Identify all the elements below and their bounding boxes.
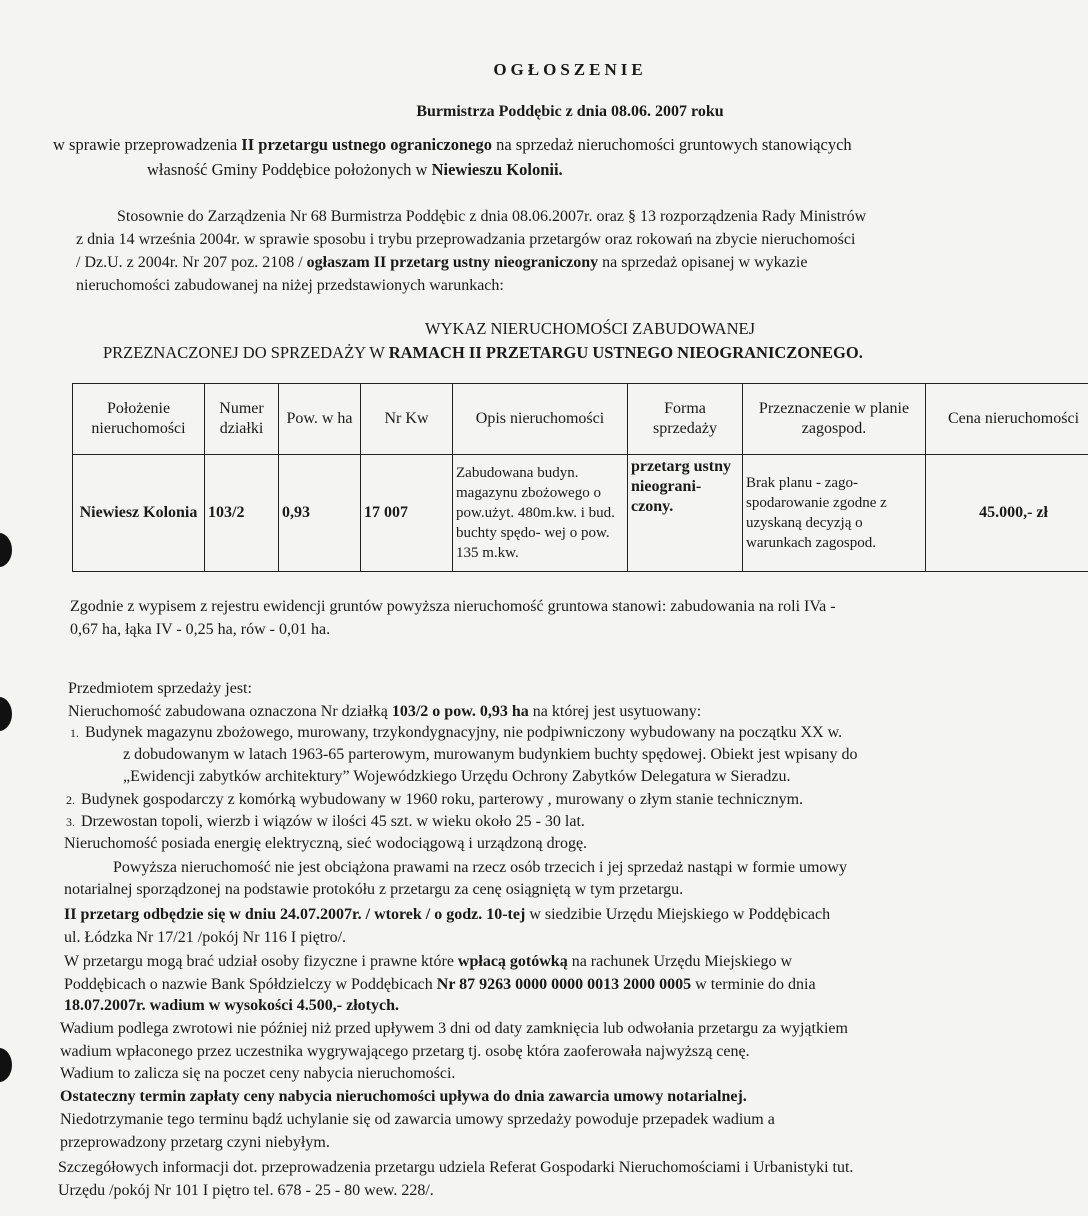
wadium-line-5: wadium wpłaconego przez uczestnika wygrywającego przetarg tj. osobę która zaoferowała najwyższą cenę. (60, 1043, 750, 1060)
header-forma: Forma sprzedaży (628, 384, 743, 455)
przedmiot-line: Nieruchomość zabudowana oznaczona Nr działką 103/2 o pow. 0,93 ha na której jest usytuowany: (68, 703, 702, 720)
informacje-line-2: Urzędu /pokój Nr 101 I piętro tel. 678 - 25 - 80 wew. 228/. (58, 1182, 434, 1199)
informacje-line-1: Szczegółowych informacji dot. przeprowadzenia przetargu udziela Referat Gospodarki Nieruchomościami i Urbanistyki tut. (58, 1159, 854, 1176)
property-table (72, 383, 1088, 572)
zaplata-line-1: Ostateczny termin zapłaty ceny nabycia nieruchomości upływa do dnia zawarcia umowy notarialnej. (60, 1088, 747, 1105)
obciazenia-line-1: Powyższa nieruchomość nie jest obciążona prawami na rzecz osób trzecich i jej sprzedaż nastąpi w formie umowy (113, 859, 847, 876)
intro-line-2: własność Gminy Poddębice położonych w Niewieszu Kolonii. (147, 160, 563, 179)
header-opis: Opis nieruchomości (453, 384, 628, 455)
intro-line-1: w sprawie przeprowadzenia II przetargu ustnego ograniczonego na sprzedaż nieruchomości gruntowych stanowiących (53, 135, 852, 154)
wykaz-title-line-2: PRZEZNACZONEJ DO SPRZEDAŻY W RAMACH II PRZETARGU USTNEGO NIEOGRANICZONEGO. (103, 343, 863, 362)
header-polozenie: Położenie nieruchomości (73, 384, 205, 455)
media-line: Nieruchomość posiada energię elektryczną, sieć wodociągową i urządzoną drogę. (64, 835, 588, 852)
header-przeznaczenie: Przeznaczenie w planie zagospod. (743, 384, 926, 455)
punch-hole (0, 533, 12, 567)
cell-opis: Zabudowana budyn. magazynu zbożowego o pow.użyt. 480m.kw. i bud. buchty spędo- wej o pow. 135 m.kw. (453, 455, 628, 572)
para1-line-2: z dnia 14 września 2004r. w sprawie sposobu i trybu przeprowadzania przetargów oraz rokowań na zbycie nieruchomości (76, 231, 856, 248)
announcement-subtitle: Burmistrza Poddębic z dnia 08.06. 2007 roku (416, 103, 724, 120)
punch-hole (0, 697, 12, 731)
termin-line-1: II przetarg odbędzie się w dniu 24.07.2007r. / wtorek / o godz. 10-tej w siedzibie Urzędu Miejskiego w Poddębicach (64, 906, 831, 923)
para1-line-4: nieruchomości zabudowanej na niżej przedstawionych warunkach: (76, 277, 504, 294)
announcement-title: OGŁOSZENIE (493, 60, 647, 79)
item-1-line-2: z dobudowanym w latach 1963-65 parterowym, murowanym budynkiem buchty spędowej. Obiekt jest wpisany do (123, 746, 858, 763)
wadium-line-2: Poddębicach o nazwie Bank Spółdzielczy w Poddębicach Nr 87 9263 0000 0000 0013 2000 0005 w terminie do dnia (64, 976, 816, 993)
ewidencja-line-1: Zgodnie z wypisem z rejestru ewidencji gruntów powyższa nieruchomość gruntowa stanowi: zabudowania na roli IVa - (70, 598, 836, 615)
punch-hole (0, 1048, 12, 1082)
cell-numer: 103/2 (205, 455, 279, 572)
cell-kw: 17 007 (361, 455, 453, 572)
cell-pow: 0,93 (279, 455, 361, 572)
para1-line-1: Stosownie do Zarządzenia Nr 68 Burmistrza Poddębic z dnia 08.06.2007r. oraz § 13 rozporządzenia Rady Ministrów (117, 208, 867, 225)
table-header-row (73, 384, 1088, 455)
wykaz-title-line-1: WYKAZ NIERUCHOMOŚCI ZABUDOWANEJ (425, 319, 755, 338)
zaplata-line-2: Niedotrzymanie tego terminu bądź uchylanie się od zawarcia umowy sprzedaży powoduje przepadek wadium a (60, 1111, 775, 1128)
header-numer: Numer działki (205, 384, 279, 455)
item-1-line-3: „Ewidencji zabytków architektury” Wojewódzkiego Urzędu Ochrony Zabytków Delegatura w Sieradzu. (123, 768, 791, 785)
item-3: 3. Drzewostan topoli, wierzb i wiązów w ilości 45 szt. w wieku około 25 - 30 lat. (66, 813, 585, 830)
ewidencja-line-2: 0,67 ha, łąka IV - 0,25 ha, rów - 0,01 ha. (70, 621, 331, 638)
wadium-line-4: Wadium podlega zwrotowi nie później niż przed upływem 3 dni od daty zamknięcia lub odwołania przetargu za wyjątkiem (60, 1020, 848, 1037)
przedmiot-heading: Przedmiotem sprzedaży jest: (68, 680, 252, 697)
para1-line-3: / Dz.U. z 2004r. Nr 207 poz. 2108 / ogłaszam II przetarg ustny nieograniczony na sprzedaż opisanej w wykazie (76, 254, 808, 271)
header-cena: Cena nieruchomości (926, 384, 1088, 455)
obciazenia-line-2: notarialnej sporządzonej na podstawie protokółu z przetargu za cenę osiągniętą w tym przetargu. (64, 881, 684, 898)
wadium-line-3: 18.07.2007r. wadium w wysokości 4.500,- złotych. (64, 997, 399, 1014)
header-kw: Nr Kw (361, 384, 453, 455)
item-2: 2. Budynek gospodarczy z komórką wybudowany w 1960 roku, parterowy , murowany o złym stanie technicznym. (66, 791, 804, 808)
item-1-line-1: 1. Budynek magazynu zbożowego, murowany, trzykondygnacyjny, nie podpiwniczony wybudowany na początku XX w. (70, 724, 843, 741)
table-row (73, 455, 1088, 572)
zaplata-line-3: przeprowadzony przetarg czyni niebyłym. (60, 1134, 330, 1151)
wadium-line-1: W przetargu mogą brać udział osoby fizyczne i prawne które wpłacą gotówką na rachunek Urzędu Miejskiego w (64, 953, 793, 970)
cell-cena: 45.000,- zł (926, 455, 1088, 572)
cell-forma: przetarg ustny nieograni- czony. (628, 455, 743, 572)
wadium-line-6: Wadium to zalicza się na poczet ceny nabycia nieruchomości. (60, 1065, 456, 1082)
cell-przeznaczenie: Brak planu - zago- spodarowanie zgodne z uzyskaną decyzją o warunkach zagospod. (743, 455, 926, 572)
cell-polozenie: Niewiesz Kolonia (73, 455, 205, 572)
header-pow: Pow. w ha (279, 384, 361, 455)
termin-line-2: ul. Łódzka Nr 17/21 /pokój Nr 116 I piętro/. (64, 929, 347, 946)
